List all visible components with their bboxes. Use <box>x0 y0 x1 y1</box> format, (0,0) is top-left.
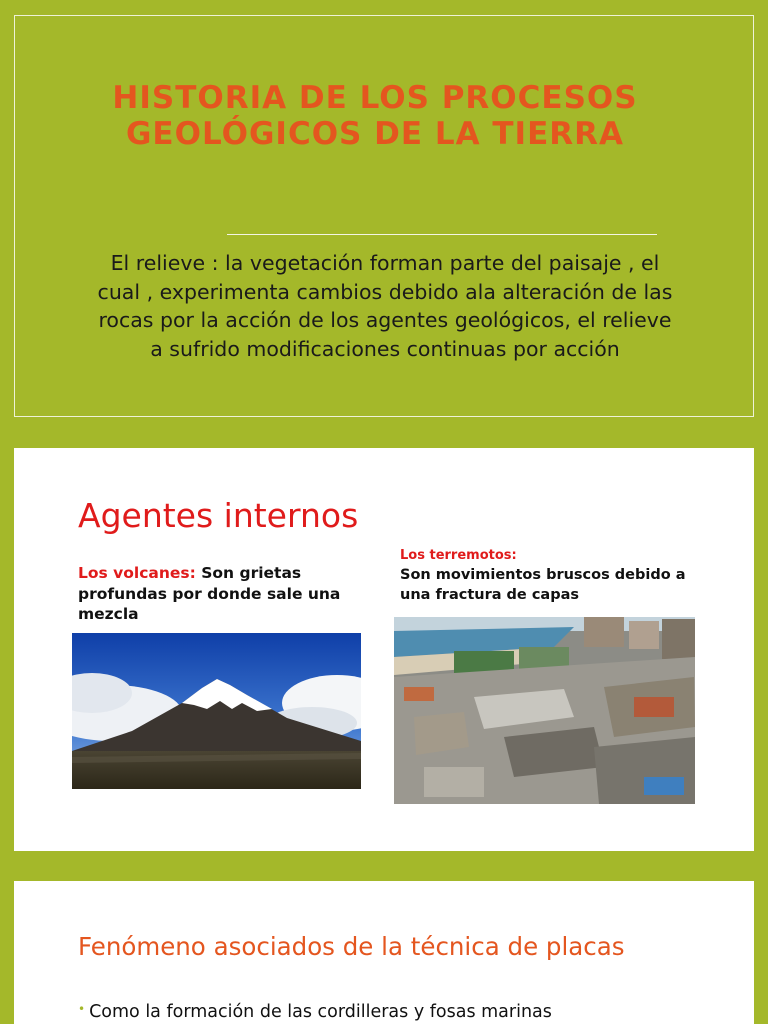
terremotos-text: Son movimientos bruscos debido a una fractura de capas <box>400 567 686 603</box>
volcano-photo <box>72 633 361 789</box>
fenomeno-slide <box>14 881 754 1024</box>
slide-body-text: El relieve : la vegetación forman parte del paisaje , el cual , experimenta cambios debido ala alteración de las rocas por la acción de los agentes geológicos, el relieve a sufrido modificaciones continuas por acción <box>97 251 673 361</box>
bullet-dot-icon: • <box>78 1002 86 1016</box>
volcanes-text: Son grietas profundas por donde sale una mezcla <box>78 564 341 623</box>
earthquake-rubble-photo <box>394 617 695 804</box>
fenomeno-heading: Fenómeno asociados de la técnica de placas <box>78 932 625 961</box>
terremotos-label: Los terremotos: <box>400 548 517 563</box>
volcanes-label: Los volcanes: <box>78 564 196 582</box>
bullet-item <box>78 997 738 1024</box>
volcanes-description <box>78 563 353 625</box>
slide-title: HISTORIA DE LOS PROCESOS GEOLÓGICOS DE LA TIERRA <box>112 80 638 152</box>
agentes-internos-slide <box>14 448 754 851</box>
title-divider <box>227 234 657 235</box>
title-slide <box>14 15 754 417</box>
agentes-internos-heading: Agentes internos <box>78 496 359 535</box>
bullet-text: Como la formación de las cordilleras y fosas marinas <box>89 1002 552 1022</box>
